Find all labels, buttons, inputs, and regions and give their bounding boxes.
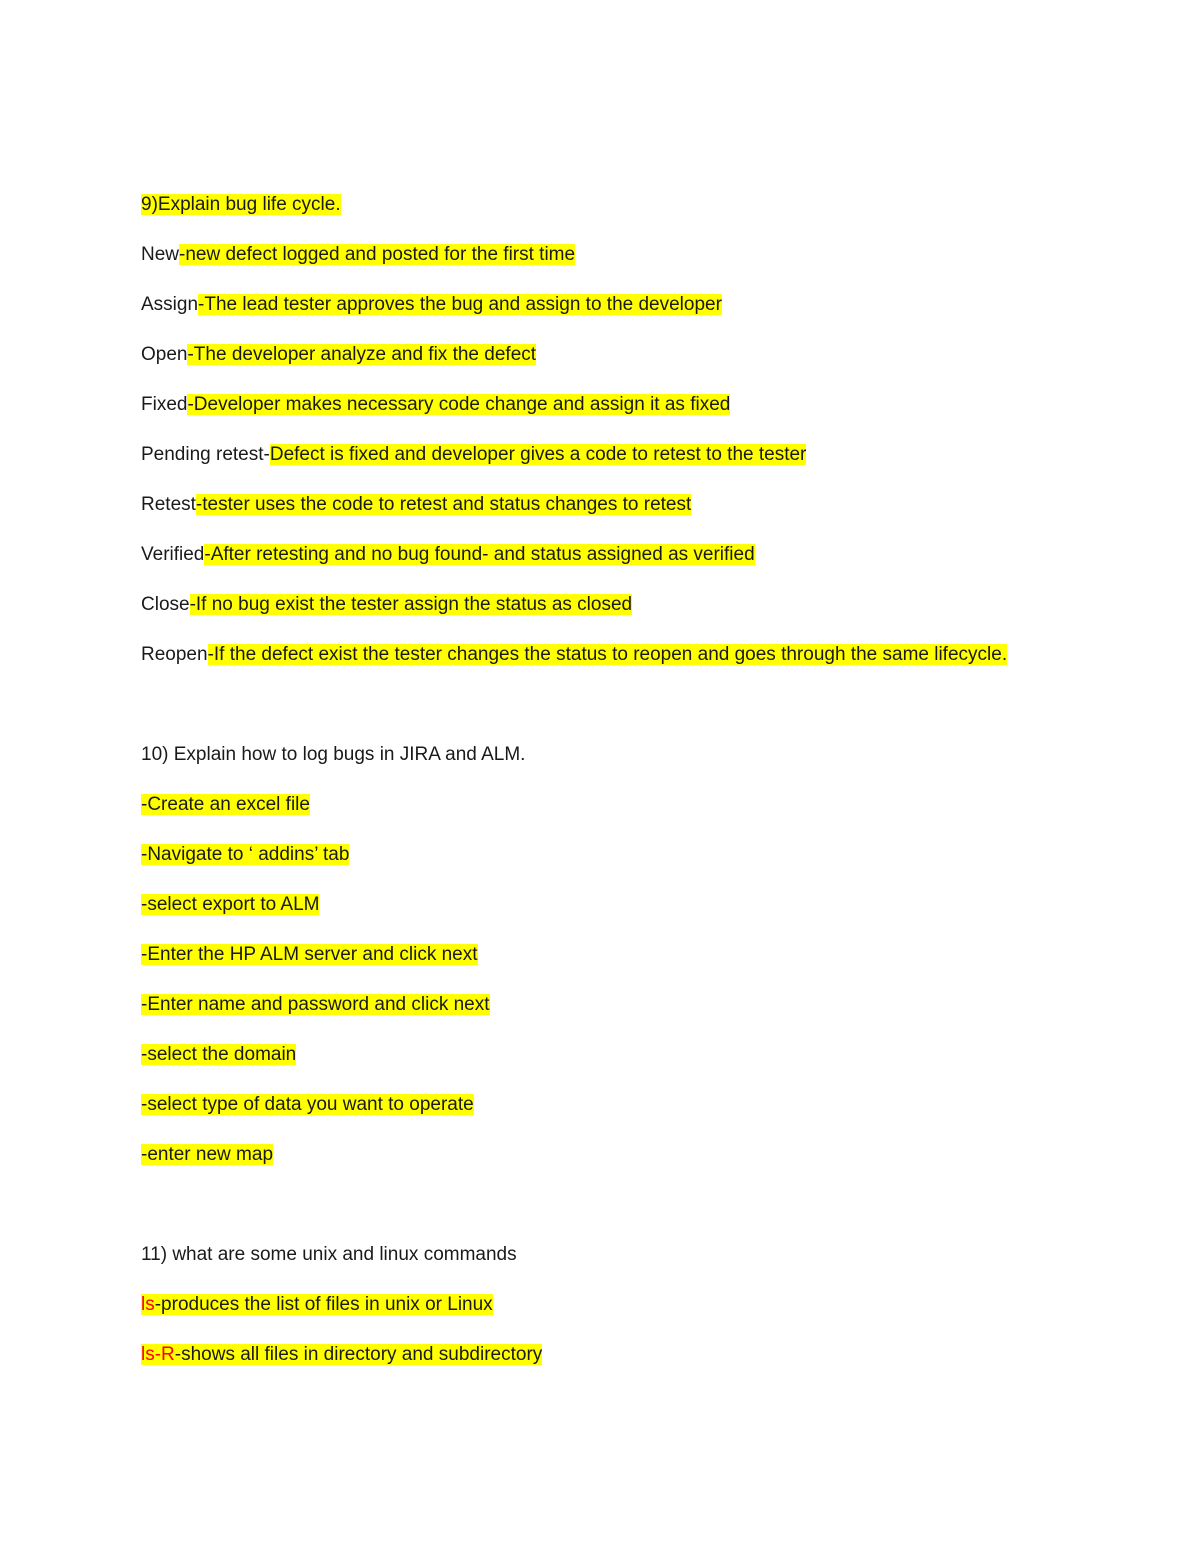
bug-stage-pending-retest: [141, 441, 1140, 469]
section-gap: [141, 691, 1140, 741]
command-name: ls-R: [141, 1344, 175, 1365]
stage-desc: -The lead tester approves the bug and assign to the developer: [198, 294, 722, 315]
step-item: [141, 791, 1140, 819]
stage-term: Assign: [141, 294, 199, 315]
step-text: -Navigate to ‘ addins’ tab: [141, 844, 350, 865]
stage-desc: -tester uses the code to retest and status changes to retest: [195, 494, 692, 515]
stage-desc: -The developer analyze and fix the defect: [187, 344, 537, 365]
step-text: -Enter name and password and click next: [141, 994, 490, 1015]
stage-desc: -If the defect exist the tester changes the status to reopen and goes through the same lifecycle.: [207, 644, 1008, 665]
question-9: [141, 191, 1140, 219]
question-10-text: 10) Explain how to log bugs in JIRA and ALM.: [141, 744, 526, 765]
bug-stage-open: [141, 341, 1140, 369]
command-item: [141, 1341, 1140, 1369]
stage-term: Close: [141, 594, 190, 615]
step-text: -select export to ALM: [141, 894, 320, 915]
step-text: -select the domain: [141, 1044, 297, 1065]
bug-stage-fixed: [141, 391, 1140, 419]
step-text: -Enter the HP ALM server and click next: [141, 944, 478, 965]
step-item: [141, 841, 1140, 869]
stage-term: New: [141, 244, 180, 265]
bug-stage-new: [141, 241, 1140, 269]
question-11: [141, 1241, 1140, 1269]
bug-stage-retest: [141, 491, 1140, 519]
command-item: [141, 1291, 1140, 1319]
stage-desc: -new defect logged and posted for the first time: [179, 244, 576, 265]
command-desc: -shows all files in directory and subdirectory: [174, 1344, 543, 1365]
bug-stage-verified: [141, 541, 1140, 569]
stage-term: Retest: [141, 494, 196, 515]
stage-term: Fixed: [141, 394, 188, 415]
step-item: [141, 1091, 1140, 1119]
step-text: -enter new map: [141, 1144, 274, 1165]
step-item: [141, 941, 1140, 969]
section-gap: [141, 1191, 1140, 1241]
bug-stage-reopen: [141, 641, 1140, 669]
bug-stage-close: [141, 591, 1140, 619]
command-name: ls: [141, 1294, 155, 1315]
step-text: -select type of data you want to operate: [141, 1094, 474, 1115]
stage-desc: Defect is fixed and developer gives a code to retest to the tester: [269, 444, 807, 465]
step-item: [141, 891, 1140, 919]
question-9-text: 9)Explain bug life cycle.: [141, 194, 341, 215]
stage-desc: -After retesting and no bug found- and status assigned as verified: [204, 544, 755, 565]
stage-term: Open: [141, 344, 188, 365]
step-item: [141, 991, 1140, 1019]
stage-desc: -If no bug exist the tester assign the status as closed: [189, 594, 633, 615]
stage-term: Verified: [141, 544, 205, 565]
command-desc: -produces the list of files in unix or Linux: [154, 1294, 493, 1315]
question-10: [141, 741, 1140, 769]
step-text: -Create an excel file: [141, 794, 310, 815]
question-11-text: 11) what are some unix and linux commands: [141, 1244, 517, 1265]
stage-term: Reopen: [141, 644, 208, 665]
stage-term: Pending retest-: [141, 444, 270, 465]
step-item: [141, 1041, 1140, 1069]
step-item: [141, 1141, 1140, 1169]
stage-desc: -Developer makes necessary code change and assign it as fixed: [187, 394, 731, 415]
bug-stage-assign: [141, 291, 1140, 319]
